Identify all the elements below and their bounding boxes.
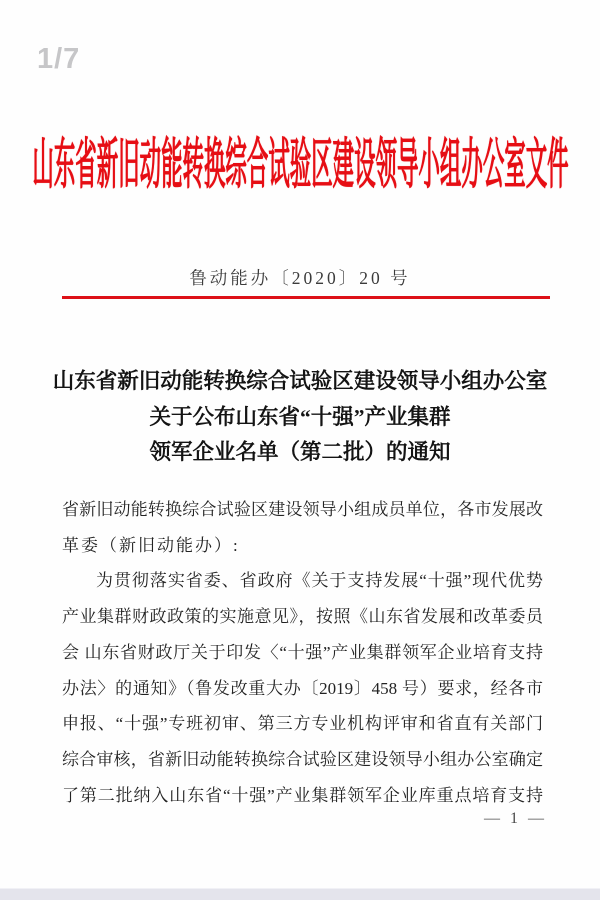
red-header-banner-text: 山东省新旧动能转换综合试验区建设领导小组办公室文件 xyxy=(31,133,569,195)
document-title-line: 关于公布山东省“十强”产业集群 xyxy=(149,404,451,429)
body-text-line: 会 山东省财政厅关于印发〈“十强”产业集群领军企业培育支持 xyxy=(62,642,543,662)
body-text-line: 为贯彻落实省委、省政府《关于支持发展“十强”现代优势 xyxy=(96,571,543,591)
document-page-number: — 1 — xyxy=(484,810,547,827)
red-header-banner xyxy=(0,127,600,201)
document-number: 鲁动能办〔2020〕20 号 xyxy=(189,268,411,288)
red-separator-rule xyxy=(62,296,550,299)
body-text-line: 申报、“十强”专班初审、第三方专业机构评审和省直有关部门 xyxy=(62,714,543,734)
document-title-line: 山东省新旧动能转换综合试验区建设领导小组办公室 xyxy=(52,369,548,393)
body-text-line: 综合审核，省新旧动能转换综合试验区建设领导小组办公室确定 xyxy=(62,749,543,769)
body-text-line: 办法〉的通知》（鲁发改重大办〔2019〕458 号）要求，经各市 xyxy=(62,678,543,698)
body-text-line: 革委（新旧动能办）: xyxy=(62,535,240,555)
body-text-line: 了第二批纳入山东省“十强”产业集群领军企业库重点培育支持 xyxy=(62,785,543,805)
viewer-page-gap xyxy=(0,888,600,900)
viewer-page-indicator: 1/7 xyxy=(37,43,81,75)
document-title xyxy=(38,364,562,471)
body-text-line: 产业集群财政政策的实施意见》，按照《山东省发展和改革委员 xyxy=(62,607,543,627)
body-text-line: 省新旧动能转换综合试验区建设领导小组成员单位，各市发展改 xyxy=(62,500,543,519)
document-title-line: 领军企业名单（第二批）的通知 xyxy=(149,440,451,464)
document-body xyxy=(62,492,543,813)
